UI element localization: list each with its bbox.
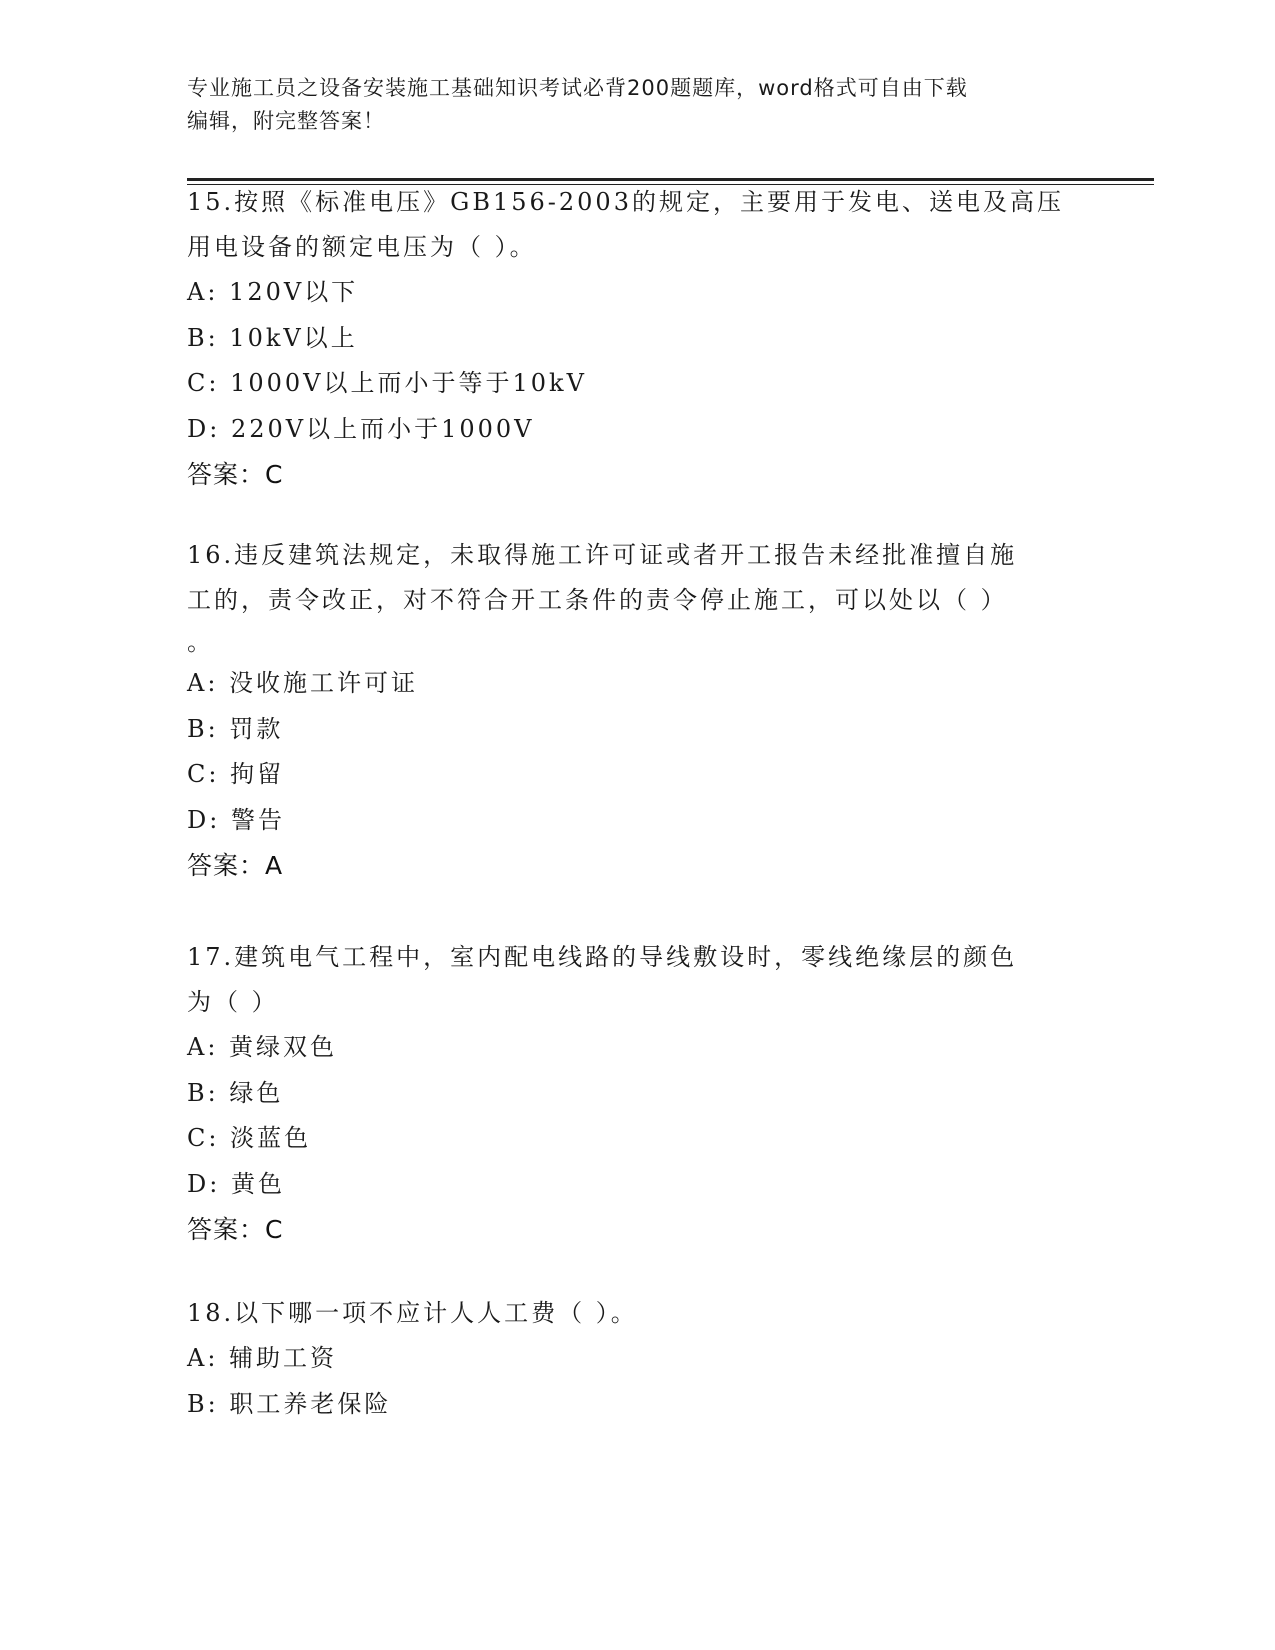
option-c: C: 淡蓝色 (187, 1124, 312, 1152)
answer: 答案：C (187, 460, 284, 489)
answer: 答案：C (187, 1215, 284, 1244)
option-d: D: 220V以上而小于1000V (187, 414, 535, 443)
header-line-1: 专业施工员之设备安装施工基础知识考试必背200题题库，word格式可自由下载 (187, 76, 968, 100)
option-b: B: 罚款 (187, 714, 284, 743)
option-b: B: 绿色 (187, 1078, 284, 1107)
question-15 (187, 180, 1087, 497)
option-a: A: 没收施工许可证 (187, 669, 419, 697)
question-stem-line: 用电设备的额定电压为（ ）。 (187, 233, 537, 261)
question-stem-line: 工的，责令改正，对不符合开工条件的责令停止施工，可以处以（ ） (187, 586, 1008, 614)
question-stem-line: 。 (187, 628, 214, 656)
header-line-2: 编辑，附完整答案！ (187, 109, 385, 133)
option-b: B: 10kV以上 (187, 323, 358, 352)
question-18 (187, 1291, 1087, 1427)
option-c: C: 拘留 (187, 760, 285, 788)
option-d: D: 黄色 (187, 1169, 285, 1198)
answer: 答案：A (187, 851, 284, 880)
option-a: A: 120V以下 (187, 278, 359, 306)
question-stem-line: 为（ ） (187, 988, 279, 1016)
option-d: D: 警告 (187, 805, 285, 834)
document-header (187, 72, 1067, 138)
option-a: A: 黄绿双色 (187, 1033, 338, 1061)
question-stem-line: 15.按照《标准电压》GB156-2003的规定，主要用于发电、送电及高压 (187, 188, 1064, 216)
question-stem-line: 17.建筑电气工程中，室内配电线路的导线敷设时，零线绝缘层的颜色 (187, 943, 1018, 971)
option-c: C: 1000V以上而小于等于10kV (187, 369, 587, 397)
question-stem-line: 16.违反建筑法规定，未取得施工许可证或者开工报告未经批准擅自施 (187, 541, 1018, 569)
question-16 (187, 533, 1087, 888)
question-stem-line: 18.以下哪一项不应计人人工费（ ）。 (187, 1299, 638, 1327)
option-b: B: 职工养老保险 (187, 1389, 392, 1418)
option-a: A: 辅助工资 (187, 1344, 338, 1372)
question-17 (187, 935, 1087, 1252)
